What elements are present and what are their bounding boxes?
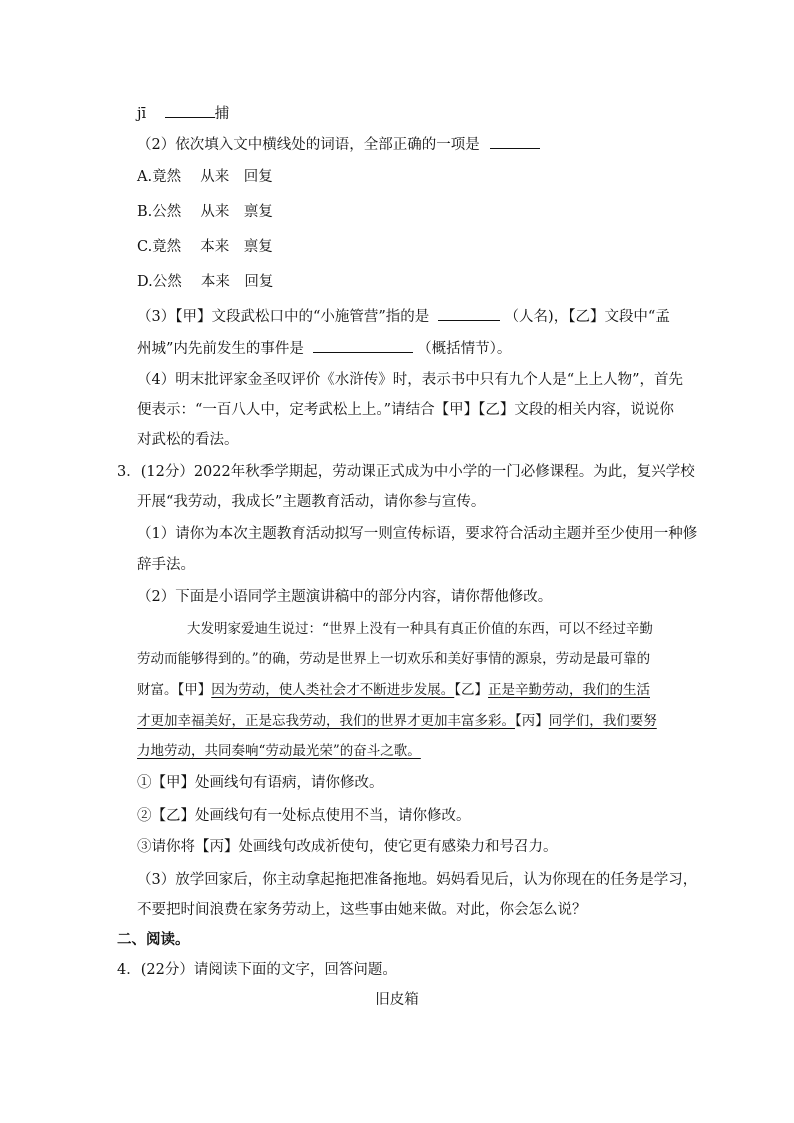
- option-a: A.竟然 从来 回复: [137, 169, 273, 185]
- q3-sub1-line1: （1）请你为本次主题教育活动拟写一则宣传标语，要求符合活动主题并至少使用一种修: [137, 526, 698, 542]
- q2-sub2-stem: （2）依次填入文中横线处的词语，全部正确的一项是: [137, 134, 540, 155]
- q3-task1: ①【甲】处画线句有语病，请你修改。: [137, 775, 384, 791]
- option-d: D.公然 本来 回复: [137, 274, 274, 290]
- underlined-sentence-yi: 正是辛勤劳动，我们的生活: [488, 682, 650, 698]
- speech-line3: 财富。【甲】因为劳动，使人类社会才不断进步发展。【乙】正是辛勤劳动，我们的生活: [137, 682, 650, 698]
- option-c: C.竟然 本来 禀复: [137, 239, 273, 255]
- option-b: B.公然 从来 禀复: [137, 204, 273, 220]
- underlined-sentence-bing-cont: 力地劳动，共同奏响“劳动最光荣”的奋斗之歌。: [137, 743, 421, 759]
- speech-line4: 才更加幸福美好，正是忘我劳动，我们的世界才更加丰富多彩。【丙】同学们，我们要努: [137, 713, 657, 729]
- q3-sub3-line2: 不要把时间浪费在家务劳动上，这些事由她来做。对此，你会怎么说？: [137, 902, 587, 918]
- q3-intro-line2: 开展“我劳动，我成长”主题教育活动，请你参与宣传。: [137, 494, 486, 510]
- q3-sub3-line1: （3）放学回家后，你主动拿起拖把准备拖地。妈妈看见后，认为你现在的任务是学习，: [137, 872, 698, 888]
- q3-intro-line1: 3．(12分）2022年秋季学期起，劳动课正式成为中小学的一门必修课程。为此，复兴学校: [117, 464, 695, 480]
- char-text: 捕: [214, 106, 230, 122]
- pinyin-text: jī: [137, 106, 147, 122]
- q1-pinyin-line: [137, 103, 229, 124]
- speech-line1: 大发明家爱迪生说过：“世界上没有一种具有真正价值的东西，可以不经过辛勤: [187, 621, 653, 637]
- q2-sub4-line3: 对武松的看法。: [137, 432, 239, 448]
- q2-sub4-line2: 便表示：“一百八人中，定考武松上上。”请结合【甲】【乙】文段的相关内容，说说你: [137, 402, 674, 418]
- answer-blank: [490, 134, 540, 149]
- underlined-sentence-jia: 因为劳动，使人类社会才不断进步发展。: [211, 682, 455, 698]
- underlined-sentence-yi-cont: 才更加幸福美好，正是忘我劳动，我们的世界才更加丰富多彩。: [137, 713, 515, 729]
- q2-sub3-line2: 州城”内先前发生的事件是 （概括情节）。: [137, 338, 511, 359]
- q3-task2: ②【乙】处画线句有一处标点使用不当，请你修改。: [137, 808, 471, 824]
- passage-title: 旧皮箱: [375, 992, 419, 1008]
- speech-line5: [137, 741, 421, 761]
- q2-sub4-line1: （4）明末批评家金圣叹评价《水浒传》时，表示书中只有九个人是“上上人物”，首先: [137, 372, 684, 388]
- q2-sub3-line1: （3）【甲】文段武松口中的“小施管营”指的是 （人名)，【乙】文段中“孟: [137, 306, 670, 327]
- q3-task3: ③请你将【丙】处画线句改成祈使句，使它更有感染力和号召力。: [137, 839, 558, 855]
- underlined-sentence-bing: 同学们，我们要努: [548, 713, 657, 729]
- speech-line2: 劳动而能够得到的。”的确，劳动是世界上一切欢乐和美好事情的源泉，劳动是最可靠的: [137, 651, 651, 667]
- q3-sub2: （2）下面是小语同学主题演讲稿中的部分内容，请你帮他修改。: [137, 589, 553, 605]
- answer-blank: [313, 338, 413, 353]
- q4-intro: 4．(22分）请阅读下面的文字，回答问题。: [117, 962, 397, 978]
- answer-blank: [165, 103, 215, 118]
- section-heading: 二、阅读。: [117, 931, 190, 948]
- q3-sub1-line2: 辞手法。: [137, 557, 195, 573]
- answer-blank: [438, 306, 500, 321]
